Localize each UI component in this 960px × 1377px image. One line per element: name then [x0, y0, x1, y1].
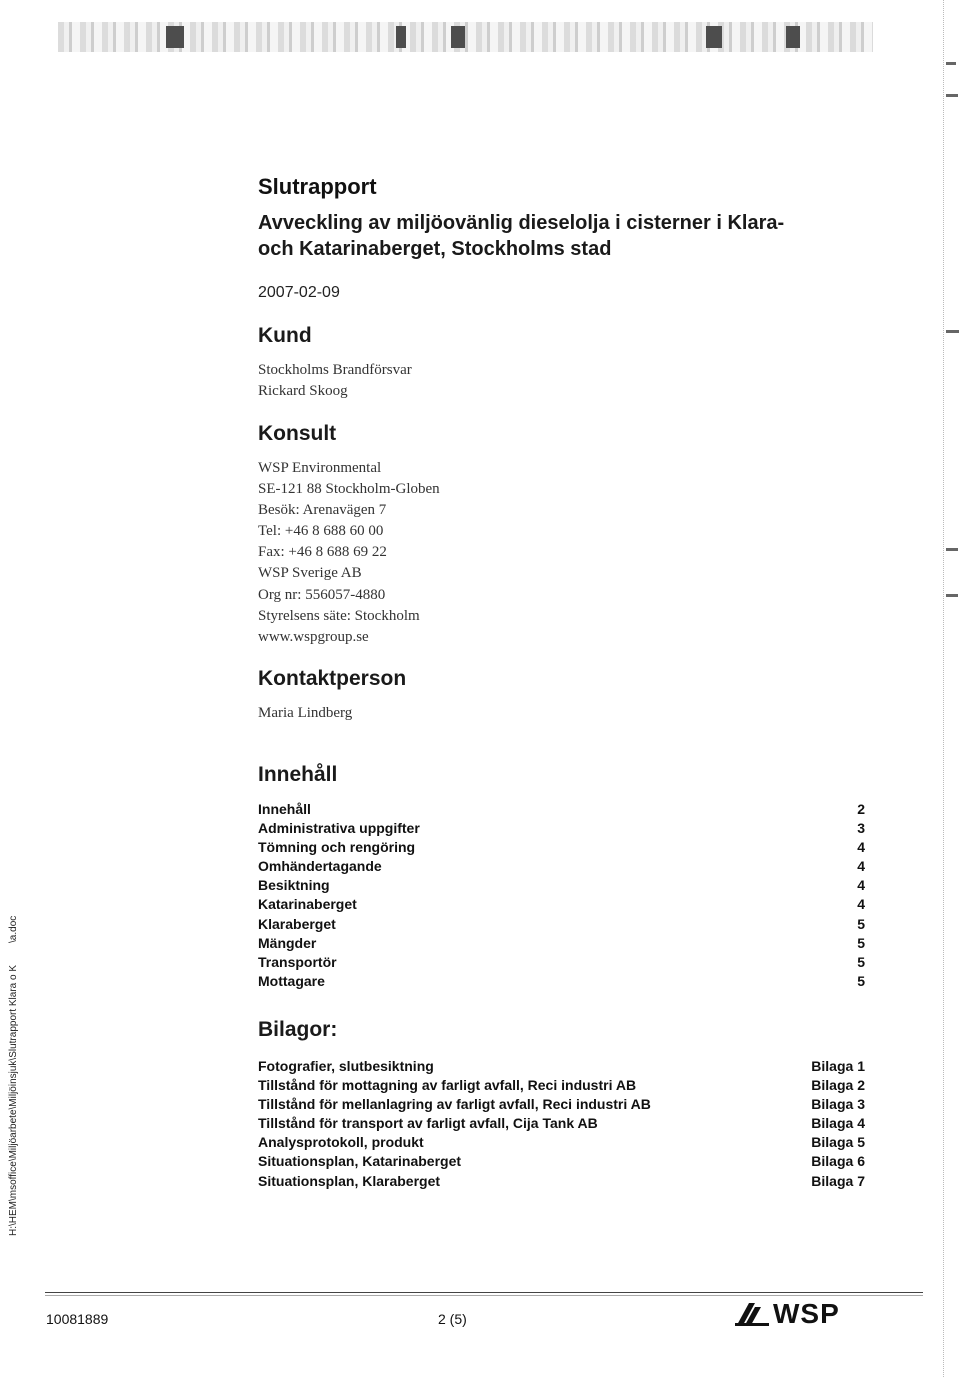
- toc-entry: [258, 857, 865, 876]
- section-heading-kontaktperson: Kontaktperson: [258, 667, 407, 690]
- wsp-logo-icon: [735, 1301, 769, 1327]
- toc-page: 5: [857, 915, 865, 932]
- appendix-ref: Bilaga 2: [811, 1077, 865, 1094]
- toc-label: Mottagare: [258, 972, 325, 989]
- report-title: Avveckling av miljöovänlig dieselolja i cisterner i Klara- och Katarinaberget, Stockholms stad: [258, 212, 785, 260]
- section-heading-konsult: Konsult: [258, 422, 337, 445]
- toc-page: 5: [857, 972, 865, 989]
- kontakt-line: Maria Lindberg: [258, 705, 353, 721]
- section-heading-innehall: Innehåll: [258, 763, 338, 786]
- toc-page: 3: [857, 820, 865, 837]
- scan-mark: [786, 26, 800, 48]
- kontakt-block: [258, 703, 352, 724]
- section-heading-bilagor: Bilagor:: [258, 1018, 338, 1041]
- appendix-label: Fotografier, slutbesiktning: [258, 1058, 434, 1074]
- kund-block: [258, 360, 412, 402]
- konsult-line: Tel: +46 8 688 60 00: [258, 523, 384, 540]
- appendix-ref: Bilaga 6: [811, 1153, 865, 1170]
- toc-label: Klaraberget: [258, 915, 336, 932]
- appendix-ref: Bilaga 7: [811, 1172, 865, 1189]
- appendix-entry: [258, 1172, 865, 1191]
- appendix-label: Tillstånd för mellanlagring av farligt avfall, Reci industri AB: [258, 1096, 651, 1113]
- toc-entry: [258, 915, 865, 934]
- toc-entry: [258, 876, 865, 895]
- toc-label: Administrativa uppgifter: [258, 820, 420, 837]
- appendix-label: Tillstånd för mottagning av farligt avfall, Reci industri AB: [258, 1077, 637, 1094]
- toc-label: Transportör: [258, 953, 337, 970]
- konsult-line: Org nr: 556057-4880: [258, 586, 386, 603]
- toc-entry: [258, 819, 865, 838]
- kund-line: Rickard Skoog: [258, 383, 348, 400]
- logo-text: WSP: [773, 1298, 840, 1329]
- scan-mark: [451, 26, 465, 48]
- toc-entry: [258, 895, 865, 914]
- toc-page: 4: [857, 877, 865, 894]
- appendix-entry: [258, 1057, 865, 1076]
- toc-entry: [258, 800, 865, 819]
- appendix-ref: Bilaga 4: [811, 1115, 865, 1132]
- scan-mark: [946, 594, 958, 597]
- konsult-line: WSP Environmental: [258, 460, 382, 476]
- scan-mark: [946, 94, 958, 97]
- scan-mark: [396, 26, 406, 48]
- appendix-ref: Bilaga 5: [811, 1134, 865, 1151]
- toc-page: 4: [857, 858, 865, 875]
- footer-divider: [45, 1295, 923, 1296]
- toc-label: Katarinaberget: [258, 896, 357, 913]
- scan-mark: [166, 26, 184, 48]
- appendix-ref: Bilaga 3: [811, 1096, 865, 1113]
- scan-mark: [946, 62, 956, 65]
- toc-label: Mängder: [258, 934, 317, 951]
- konsult-block: [258, 458, 440, 648]
- toc-page: 5: [857, 953, 865, 970]
- scan-header-band: [58, 22, 873, 52]
- appendix-entry: [258, 1095, 865, 1114]
- file-path-part: H:\HEM\msoffice\Miljöarbete\Miljöinsjuk\Slutrapport Klara o K: [8, 964, 19, 1236]
- toc-label: Omhändertagande: [258, 858, 382, 875]
- report-label: Slutrapport: [258, 174, 377, 199]
- appendix-label: Situationsplan, Klaraberget: [258, 1172, 441, 1189]
- appendix-entry: [258, 1152, 865, 1171]
- footer-divider: [45, 1292, 923, 1293]
- appendix-entry: [258, 1114, 865, 1133]
- toc-label: Innehåll: [258, 801, 311, 817]
- document-number: 10081889: [46, 1311, 109, 1327]
- toc-page: 4: [857, 896, 865, 913]
- appendix-label: Tillstånd för transport av farligt avfall, Cija Tank AB: [258, 1115, 598, 1132]
- report-date: 2007-02-09: [258, 284, 340, 301]
- toc-page: 4: [857, 839, 865, 856]
- appendix-label: Analysprotokoll, produkt: [258, 1134, 424, 1151]
- konsult-line: SE-121 88 Stockholm-Globen: [258, 481, 440, 498]
- toc-label: Tömning och rengöring: [258, 839, 416, 856]
- konsult-line: WSP Sverige AB: [258, 565, 362, 582]
- konsult-line: Styrelsens säte: Stockholm: [258, 607, 420, 624]
- table-of-contents: [258, 800, 865, 991]
- appendix-list: [258, 1057, 865, 1191]
- kund-line: Stockholms Brandförsvar: [258, 362, 412, 378]
- appendix-entry: [258, 1076, 865, 1095]
- page-number: 2 (5): [438, 1311, 467, 1327]
- scan-mark: [706, 26, 722, 48]
- toc-entry: [258, 972, 865, 991]
- appendix-ref: Bilaga 1: [811, 1058, 865, 1074]
- file-path-margin-text: [8, 916, 19, 1236]
- toc-entry: [258, 838, 865, 857]
- section-heading-kund: Kund: [258, 324, 312, 347]
- file-path-part: \a.doc: [8, 915, 19, 943]
- konsult-line: www.wspgroup.se: [258, 628, 369, 645]
- toc-entry: [258, 934, 865, 953]
- appendix-entry: [258, 1133, 865, 1152]
- toc-label: Besiktning: [258, 877, 330, 894]
- scan-mark: [946, 330, 959, 333]
- appendix-label: Situationsplan, Katarinaberget: [258, 1153, 462, 1170]
- scan-mark: [946, 548, 958, 551]
- konsult-line: Fax: +46 8 688 69 22: [258, 544, 387, 561]
- toc-page: 5: [857, 934, 865, 951]
- scan-right-edge: [943, 0, 960, 1377]
- toc-entry: [258, 953, 865, 972]
- wsp-logo: [735, 1298, 840, 1330]
- konsult-line: Besök: Arenavägen 7: [258, 502, 387, 519]
- toc-page: 2: [857, 801, 865, 817]
